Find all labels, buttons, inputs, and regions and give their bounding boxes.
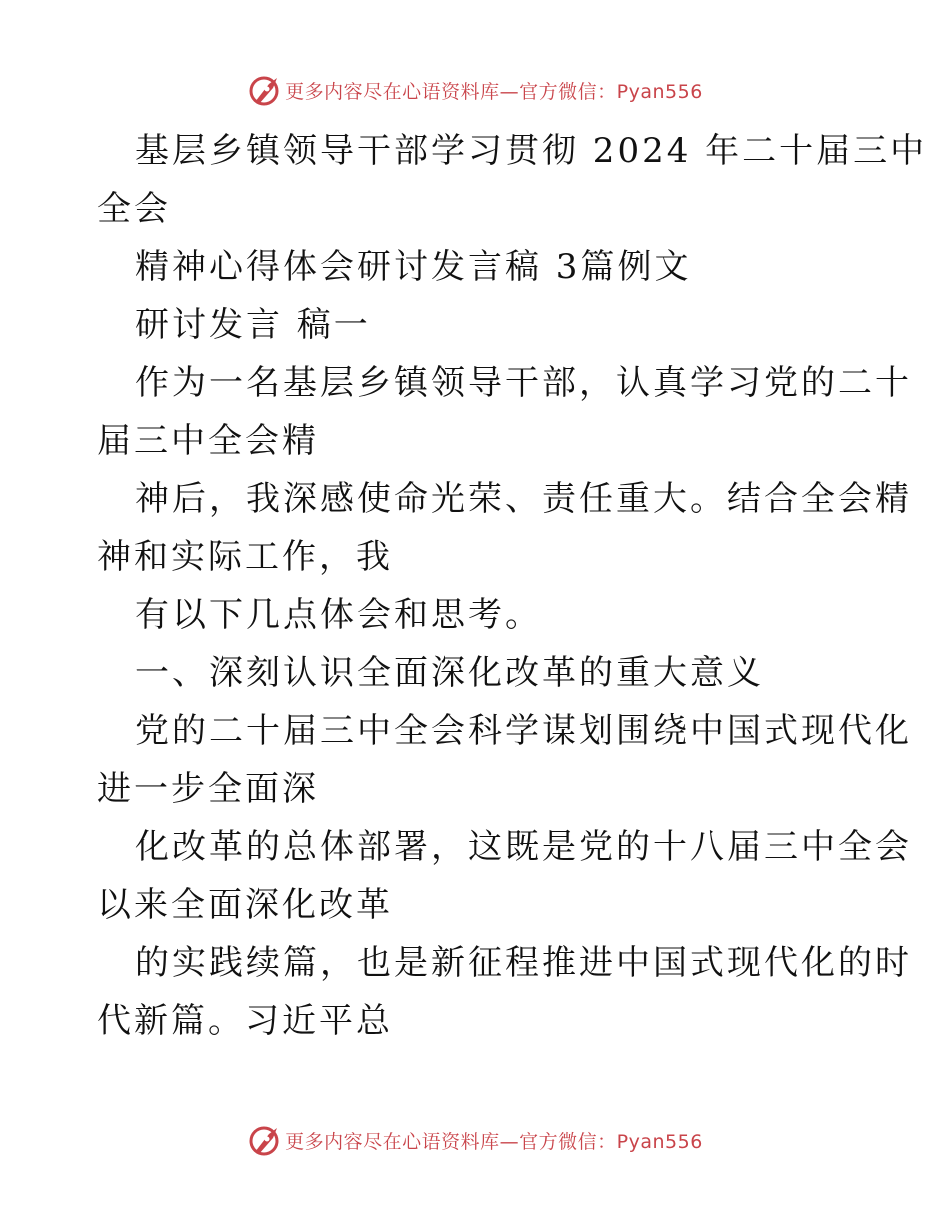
paragraph-line: 届三中全会精 (97, 421, 319, 461)
paragraph-line: 化改革的总体部署，这既是党的十八届三中全会 (135, 827, 912, 867)
footer-banner (0, 1120, 950, 1160)
subtitle-line: 精神心得体会研讨发言稿 3篇例文 (135, 247, 692, 287)
paragraph-line: 进一步全面深 (97, 769, 319, 809)
paragraph-line: 的实践续篇，也是新征程推进中国式现代化的时 (135, 943, 912, 983)
paragraph-line: 神和实际工作，我 (97, 537, 393, 577)
header-banner-text: 更多内容尽在心语资料库—官方微信：Pyan556 (285, 80, 703, 103)
paragraph-line: 党的二十届三中全会科学谋划围绕中国式现代化 (135, 711, 912, 751)
paragraph-line: 神后，我深感使命光荣、责任重大。结合全会精 (135, 479, 912, 519)
pen-nib-logo-icon (247, 1122, 283, 1158)
pen-nib-logo-icon (247, 72, 283, 108)
paragraph-line: 作为一名基层乡镇领导干部，认真学习党的二十 (135, 363, 912, 403)
subsection-heading: 一、深刻认识全面深化改革的重大意义 (135, 653, 764, 693)
title-line: 基层乡镇领导干部学习贯彻 2024 年二十届三中 (135, 131, 928, 171)
footer-banner-text: 更多内容尽在心语资料库—官方微信：Pyan556 (285, 1130, 703, 1153)
document-body (97, 122, 928, 1050)
header-banner (0, 70, 950, 110)
paragraph-line: 有以下几点体会和思考。 (135, 595, 542, 635)
paragraph-line: 以来全面深化改革 (97, 885, 393, 925)
paragraph-line: 代新篇。习近平总 (97, 1001, 393, 1041)
title-line-continued: 全会 (97, 189, 171, 229)
section-heading: 研讨发言 稿一 (135, 305, 371, 345)
